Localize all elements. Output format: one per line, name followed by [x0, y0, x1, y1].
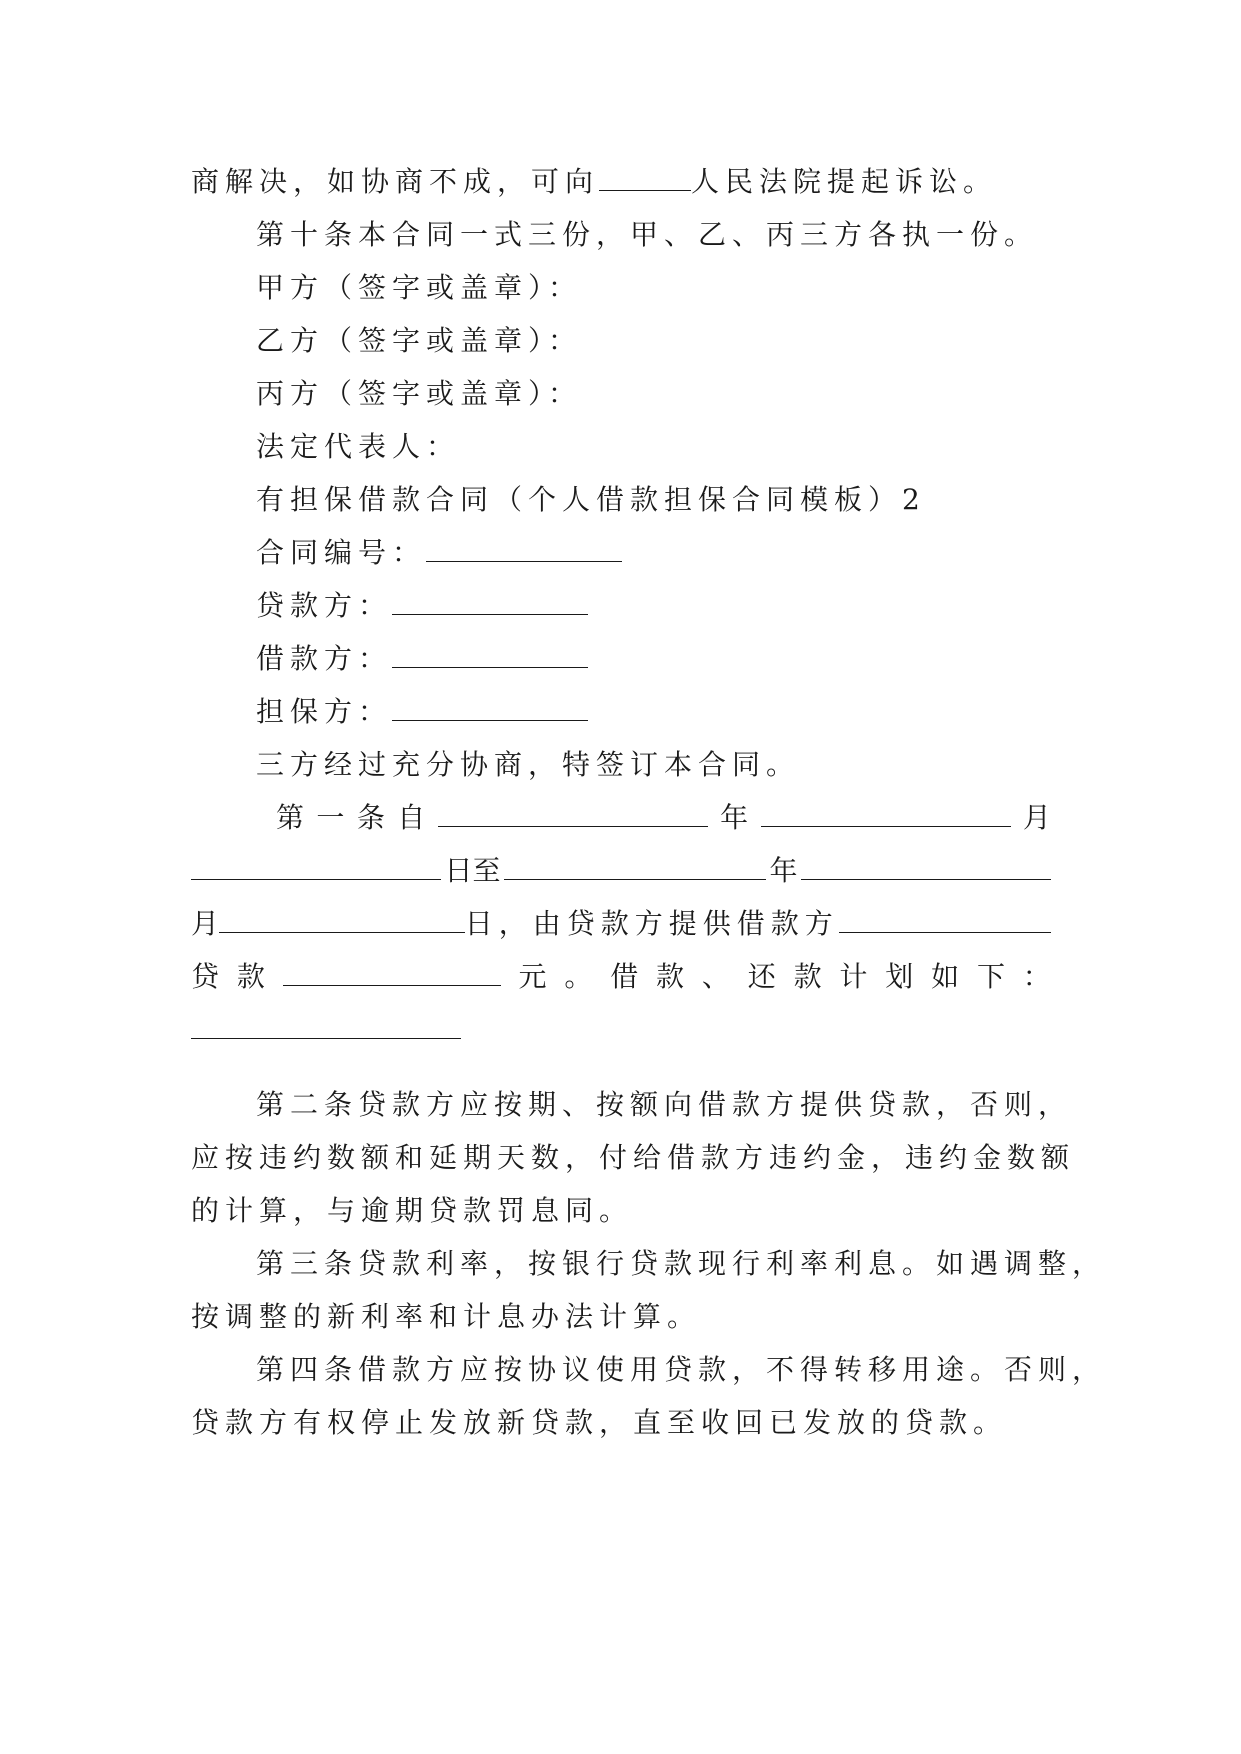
article-1-char: 第: [276, 801, 305, 834]
borrower-label: 借款方：: [256, 642, 393, 675]
loan-char: 款: [236, 960, 265, 993]
plan-char: 如: [931, 960, 960, 993]
plan-char: 、: [701, 960, 730, 993]
amount-blank: [283, 959, 501, 986]
year-label: 年: [720, 801, 749, 834]
start-year-blank: [438, 800, 708, 827]
contract-number-field: [256, 533, 622, 573]
plan-char: ：: [1022, 960, 1051, 993]
month-label: 月: [191, 907, 220, 940]
party-c-signature: 丙方（签字或盖章）：: [256, 377, 583, 410]
article-2-line-3: 的计算，与逾期贷款罚息同。: [191, 1194, 634, 1227]
article-4-line-2: 贷款方有权停止发放新贷款，直至收回已发放的贷款。: [191, 1406, 1008, 1439]
plan-char: 借: [610, 960, 639, 993]
agreement-statement: 三方经过充分协商，特签订本合同。: [256, 748, 801, 781]
article-4-line-1: 第四条借款方应按协议使用贷款，不得转移用途。否则，: [256, 1353, 1107, 1386]
day-provide-text: 日，由贷款方提供借款方: [464, 907, 839, 940]
end-month-blank: [801, 853, 1051, 880]
dispute-tail: 人民法院提起诉讼。: [691, 165, 998, 198]
article-1-char: 自: [397, 801, 426, 834]
guarantor-label: 担保方：: [256, 695, 393, 728]
contract-number-label: 合同编号：: [256, 536, 427, 569]
guarantor-blank: [392, 694, 588, 721]
repayment-plan-blank: [191, 1012, 461, 1039]
article-1-char: 条: [356, 801, 385, 834]
borrower-blank: [392, 641, 588, 668]
plan-char: 。: [564, 960, 593, 993]
year-label: 年: [769, 854, 798, 887]
article-1-row-1: [276, 798, 1051, 838]
article-2-line-2: 应按违约数额和延期天数，付给借款方违约金，违约金数额: [191, 1141, 1076, 1174]
borrower-name-blank: [839, 906, 1051, 933]
end-year-blank: [504, 853, 766, 880]
dispute-text: 商解决，如协商不成，可向: [191, 165, 600, 198]
plan-char: 划: [885, 960, 914, 993]
start-day-blank: [191, 853, 441, 880]
article-2-line-1: 第二条贷款方应按期、按额向借款方提供贷款，否则，: [256, 1088, 1073, 1121]
borrower-field: [256, 639, 588, 679]
plan-char: 款: [656, 960, 685, 993]
paragraph-dispute-resolution: [191, 162, 997, 202]
article-10: 第十条本合同一式三份，甲、乙、丙三方各执一份。: [256, 218, 1039, 251]
plan-char: 元: [518, 960, 547, 993]
month-label: 月: [1022, 801, 1051, 834]
contract-title: 有担保借款合同（个人借款担保合同模板）2: [256, 483, 926, 516]
plan-char: 计: [839, 960, 868, 993]
plan-char: 款: [793, 960, 822, 993]
contract-number-blank: [426, 535, 622, 562]
loan-char: 贷: [191, 960, 220, 993]
start-month-blank: [761, 800, 1011, 827]
repayment-plan-blank-row: [191, 1010, 461, 1050]
lender-blank: [392, 588, 588, 615]
lender-label: 贷款方：: [256, 589, 393, 622]
article-1-row-4: [191, 957, 1051, 997]
day-to-label: 日至: [444, 854, 501, 887]
legal-representative: 法定代表人：: [256, 430, 461, 463]
party-a-signature: 甲方（签字或盖章）：: [256, 271, 583, 304]
article-1-char: 一: [316, 801, 345, 834]
article-1-row-2: [191, 851, 1051, 891]
party-b-signature: 乙方（签字或盖章）：: [256, 324, 583, 357]
article-3-line-2: 按调整的新利率和计息办法计算。: [191, 1300, 702, 1333]
guarantor-field: [256, 692, 588, 732]
plan-char: 还: [747, 960, 776, 993]
lender-field: [256, 586, 588, 626]
end-day-blank: [219, 906, 465, 933]
article-3-line-1: 第三条贷款利率，按银行贷款现行利率利息。如遇调整，: [256, 1247, 1107, 1280]
article-1-row-3: [191, 904, 1051, 944]
plan-char: 下: [976, 960, 1005, 993]
court-blank: [599, 164, 691, 191]
